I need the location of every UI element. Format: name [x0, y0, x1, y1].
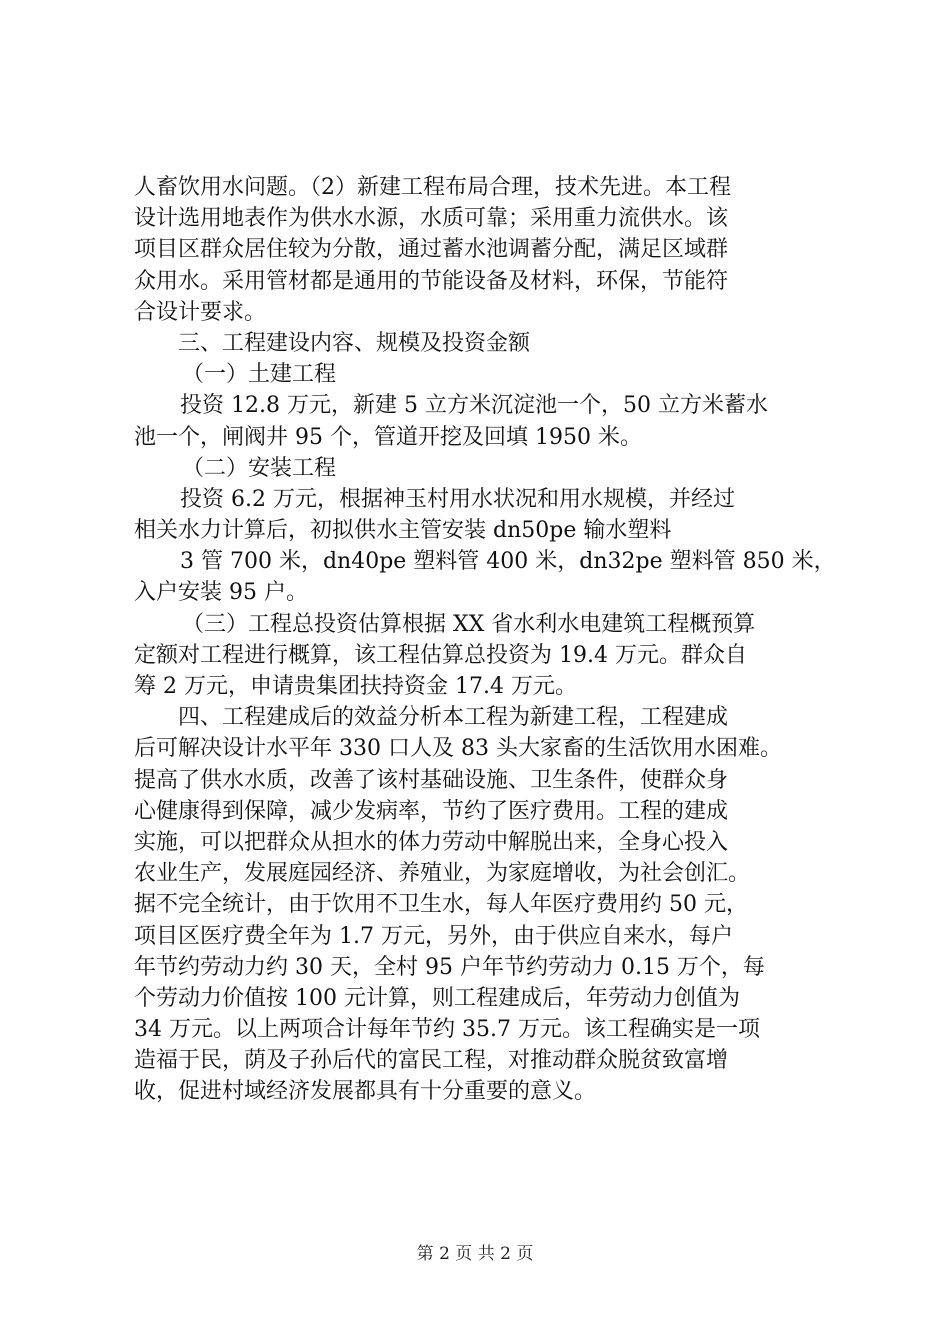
section-heading: 三、工程建设内容、规模及投资金额 — [178, 330, 531, 356]
document-body — [134, 172, 834, 1108]
text-line: 合设计要求。 — [134, 299, 267, 325]
text-line: 收，促进村域经济发展都具有十分重要的意义。 — [134, 1079, 597, 1105]
subsection-heading: （一）土建工程 — [182, 362, 337, 388]
subsection-heading: （三）工程总投资估算根据 XX 省水利水电建筑工程概预算 — [182, 611, 756, 637]
text-line: 后可解决设计水平年 330 口人及 83 头大家畜的生活饮用水困难。 — [134, 736, 782, 762]
text-line: 造福于民，荫及子孙后代的富民工程，对推动群众脱贫致富增 — [134, 1048, 729, 1074]
text-line: 3 管 700 米，dn40pe 塑料管 400 米，dn32pe 塑料管 850 米， — [180, 549, 836, 575]
text-line: 农业生产，发展庭园经济、养殖业，为家庭增收，为社会创汇。 — [134, 861, 751, 887]
text-line: 项目区医疗费全年为 1.7 万元，另外，由于供应自来水，每户 — [134, 923, 733, 949]
text-line: 人畜饮用水问题。（2）新建工程布局合理，技术先进。本工程 — [134, 175, 731, 200]
text-line: 34 万元。以上两项合计每年节约 35.7 万元。该工程确实是一项 — [134, 1017, 760, 1043]
text-line: 实施，可以把群众从担水的体力劳动中解脱出来，全身心投入 — [134, 829, 729, 855]
text-line: 年节约劳动力约 30 天，全村 95 户年节约劳动力 0.15 万个，每 — [134, 954, 765, 980]
text-line: 池一个，闸阀井 95 个，管道开挖及回填 1950 米。 — [134, 424, 642, 450]
text-line: 入户安装 95 户。 — [134, 580, 308, 606]
text-line: 心健康得到保障，减少发病率，节约了医疗费用。工程的建成 — [134, 798, 729, 824]
text-line: 众用水。采用管材都是通用的节能设备及材料，环保，节能符 — [134, 268, 729, 294]
text-line: 提高了供水水质，改善了该村基础设施、卫生条件，使群众身 — [134, 767, 729, 793]
text-line: 设计选用地表作为供水水源，水质可靠；采用重力流供水。该 — [134, 206, 729, 232]
text-line: 定额对工程进行概算，该工程估算总投资为 19.4 万元。群众自 — [134, 642, 747, 668]
text-line: 筹 2 万元，申请贵集团扶持资金 17.4 万元。 — [134, 674, 577, 699]
section-heading: 四、工程建成后的效益分析本工程为新建工程，工程建成 — [178, 705, 729, 731]
text-line: 投资 12.8 万元，新建 5 立方米沉淀池一个，50 立方米蓄水 — [180, 393, 768, 419]
text-line: 据不完全统计，由于饮用不卫生水，每人年医疗费用约 50 元， — [134, 892, 748, 918]
text-line: 相关水力计算后，初拟供水主管安装 dn50pe 输水塑料 — [134, 518, 672, 544]
page-number-footer: 第 2 页 共 2 页 — [416, 1244, 534, 1264]
text-line: 个劳动力价值按 100 元计算，则工程建成后，年劳动力创值为 — [134, 985, 740, 1011]
subsection-heading: （二）安装工程 — [182, 455, 337, 481]
text-line: 投资 6.2 万元，根据神玉村用水状况和用水规模，并经过 — [180, 486, 735, 512]
text-line: 项目区群众居住较为分散，通过蓄水池调蓄分配，满足区域群 — [134, 237, 729, 263]
